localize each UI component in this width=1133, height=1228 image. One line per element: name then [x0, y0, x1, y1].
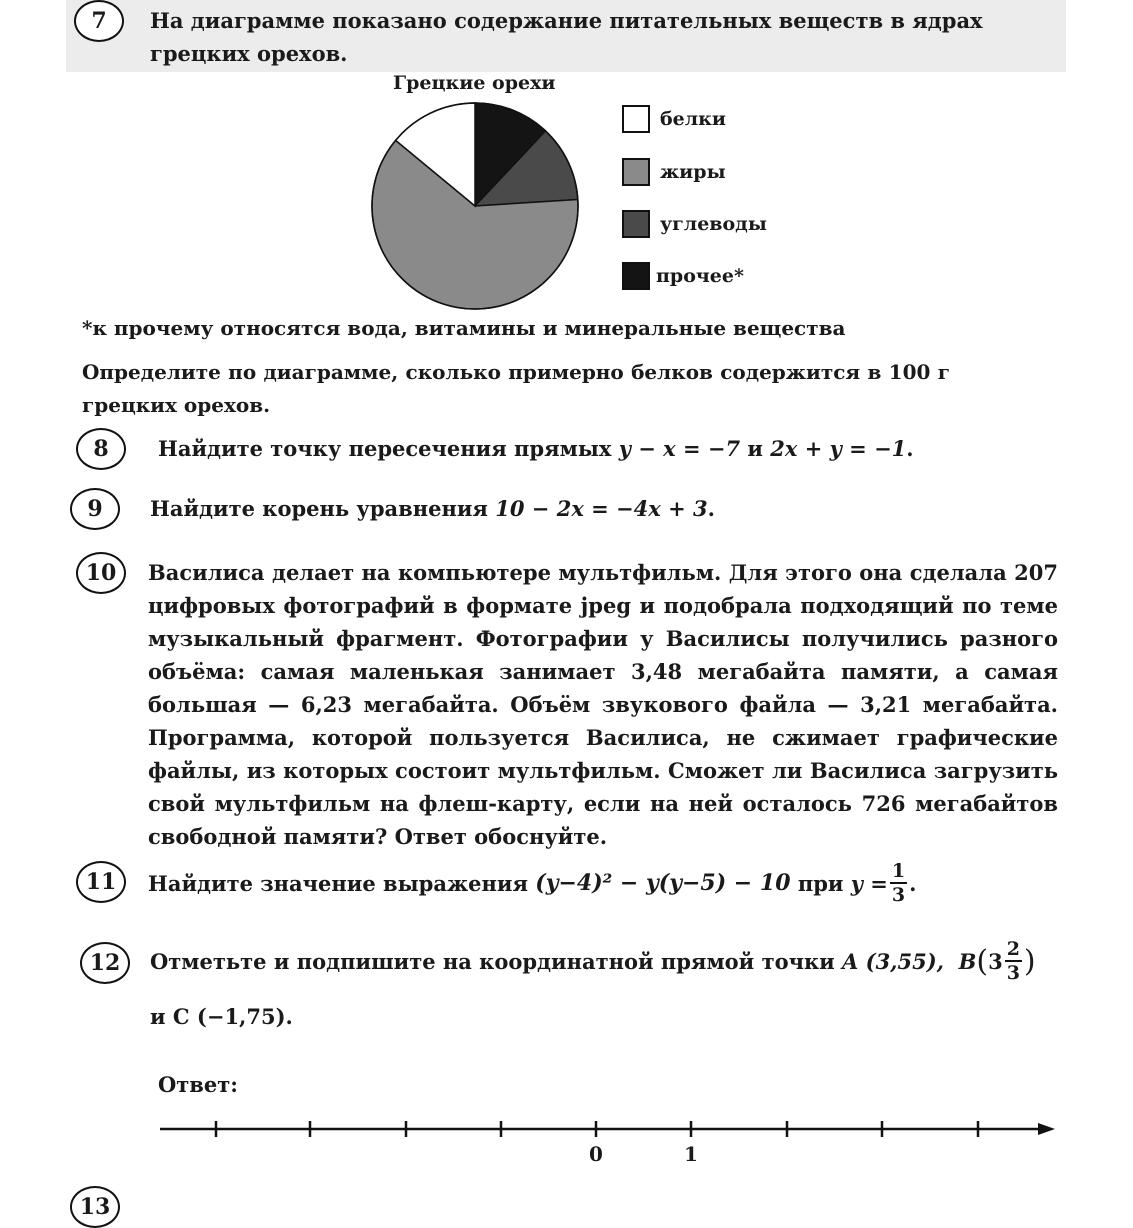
legend-label-zhiry: жиры	[660, 161, 726, 183]
number-line-arrow	[1038, 1123, 1055, 1135]
legend-label-prochee: прочее*	[656, 265, 744, 287]
legend-label-uglevody: углеводы	[660, 213, 767, 235]
legend-swatch-uglevody	[622, 210, 650, 238]
question-8-end: .	[906, 436, 914, 461]
question-number-7: 7	[74, 0, 124, 42]
question-12-open-paren: (	[976, 943, 989, 979]
question-12-text	[150, 938, 1055, 984]
question-10-text: Василиса делает на компьютере мультфильм. Для этого она сделала 207 цифровых фотографий в формате jpeg и подобрала подходящий по теме музыкальный фрагмент. Фотографии у Василисы получились разного объёма: самая маленькая занимает 3,48 мегабайта памяти, а самая большая — 6,23 мегабайта. Объём звукового файла — 3,21 мегабайта. Программа, которой пользуется Василиса, не сжимает графические файлы, из которых состоит мультфильм. Сможет ли Василиса загрузить свой мультфильм на флеш-карту, если на ней осталось 726 мегабайтов свободной памяти? Ответ обоснуйте.	[148, 560, 1058, 849]
chart-title: Грецкие орехи	[393, 72, 556, 94]
question-12-point-b-whole: 3	[988, 948, 1003, 974]
question-11-variable: y =	[850, 870, 888, 896]
question-12-point-b-fraction	[1005, 938, 1022, 984]
question-11-fraction-numerator: 1	[891, 860, 906, 882]
question-8-prefix: Найдите точку пересечения прямых	[158, 436, 619, 461]
question-12-line-2: и C (−1,75).	[150, 1004, 293, 1029]
question-9-equation: 10 − 2x = −4x + 3	[495, 496, 708, 521]
legend-item-belki	[622, 105, 726, 133]
question-7-text: На диаграмме показано содержание питательных веществ в ядрах грецких орехов.	[150, 8, 983, 66]
question-11-fraction-denominator: 3	[891, 884, 906, 906]
legend-label-belki: белки	[660, 108, 726, 130]
question-7-prompt: Определите по диаграмме, сколько примерно белков содержится в 100 г грецких орехов.	[82, 360, 950, 417]
question-11-prefix: Найдите значение выражения	[148, 870, 528, 896]
legend-item-prochee	[622, 262, 744, 290]
legend-item-uglevody	[622, 210, 767, 238]
question-number-9: 9	[70, 488, 120, 530]
question-number-8: 8	[76, 428, 126, 470]
question-8-equation-2: 2x + y = −1	[770, 436, 907, 461]
question-12-close-paren: )	[1023, 943, 1036, 979]
legend-swatch-prochee	[622, 262, 650, 290]
question-8-conjunction: и	[740, 436, 771, 461]
number-line-label-one: 1	[684, 1142, 698, 1166]
pie-chart	[360, 96, 590, 316]
question-11-end: .	[909, 870, 917, 896]
question-9-prefix: Найдите корень уравнения	[150, 496, 496, 521]
legend-item-zhiry	[622, 158, 726, 186]
question-11-when: при	[797, 870, 844, 896]
answer-label: Ответ:	[158, 1072, 239, 1097]
question-8-equation-1: y − x = −7	[618, 436, 741, 461]
question-12-point-a: A (3,55),	[842, 948, 944, 974]
question-number-13: 13	[70, 1186, 120, 1228]
chart-footnote: *к прочему относятся вода, витамины и минеральные вещества	[82, 316, 846, 340]
question-number-12: 12	[80, 942, 130, 984]
question-number-11: 11	[76, 861, 126, 903]
legend-swatch-belki	[622, 105, 650, 133]
question-11-expression: (y−4)² − y(y−5) − 10	[535, 869, 791, 896]
question-12-point-b-label: B	[958, 948, 977, 974]
question-9-text	[150, 492, 715, 525]
legend-swatch-zhiry	[622, 158, 650, 186]
question-number-10: 10	[76, 552, 126, 594]
question-11-fraction	[890, 860, 907, 906]
question-12-point-b-denominator: 3	[1006, 962, 1020, 984]
question-12-prefix: Отметьте и подпишите на координатной прямой точки	[150, 948, 835, 974]
question-8-text	[158, 432, 914, 465]
question-9-end: .	[707, 496, 715, 521]
number-line-label-zero: 0	[589, 1142, 603, 1166]
question-11-text	[148, 860, 916, 906]
number-line	[150, 1115, 1060, 1145]
question-12-point-b-numerator: 2	[1006, 938, 1020, 960]
